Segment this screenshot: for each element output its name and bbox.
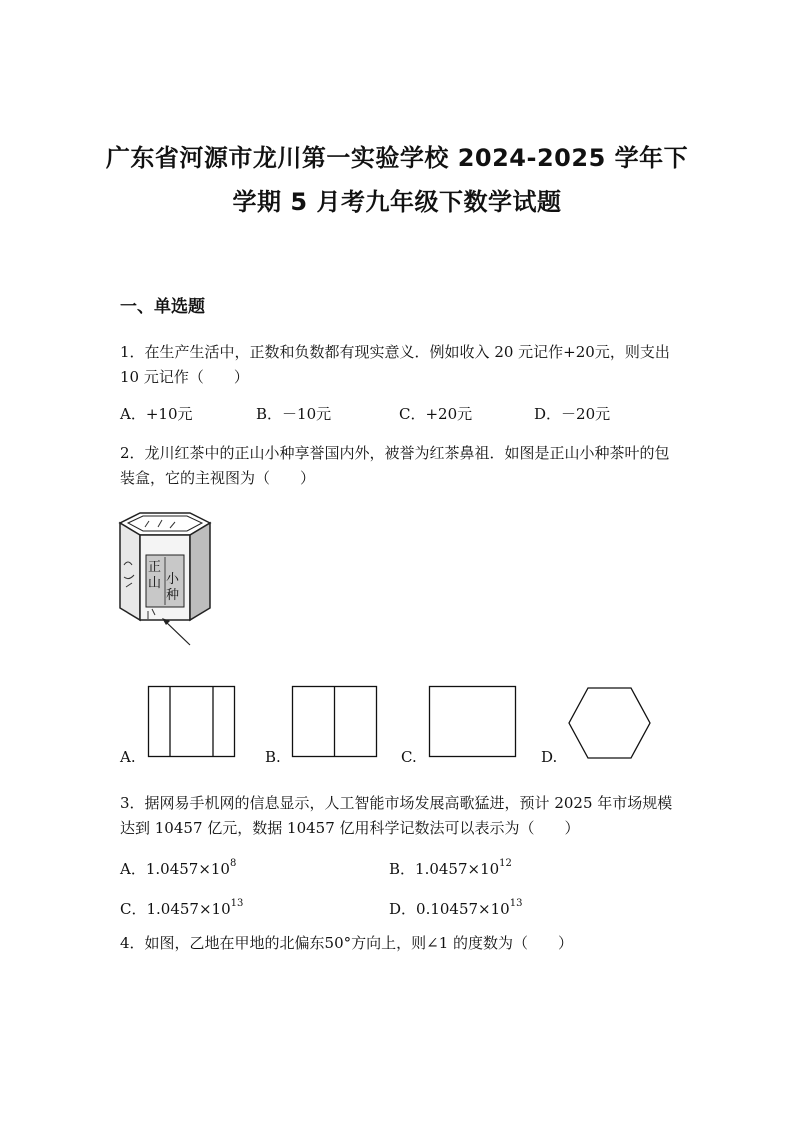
option-d-hexagon-figure bbox=[568, 687, 652, 759]
option-b-figure bbox=[292, 686, 378, 758]
section-heading-single-choice: 一、单选题 bbox=[120, 297, 205, 317]
question-4-text: 4．如图，乙地在甲地的北偏东50°方向上，则∠1 的度数为（ ） bbox=[120, 934, 574, 952]
question-1-option-c: C．+20元 bbox=[399, 405, 473, 423]
question-3-option-d: D．$0.10457\times 10^{13}$ bbox=[389, 898, 523, 918]
question-1-option-b: B．－10元 bbox=[256, 405, 332, 423]
question-2-option-c-label: C. bbox=[401, 748, 417, 766]
question-3-text: 3．据网易手机网的信息显示，人工智能市场发展高歌猛进，预计 2025 年市场规模达到 10457 亿元，数据 10457 亿用科学记数法可以表示为（ ） bbox=[120, 794, 673, 837]
document-title-line-2: 学期 5 月考九年级下数学试题 bbox=[232, 188, 562, 216]
question-2-option-b-label: B. bbox=[265, 748, 281, 766]
tea-box-figure bbox=[110, 505, 220, 650]
option-a-figure bbox=[148, 686, 236, 758]
question-3-option-c: C．$1.0457\times 10^{13}$ bbox=[120, 898, 244, 918]
tea-box-label-left: 正 山 bbox=[148, 560, 162, 591]
document-title-line-1: 广东省河源市龙川第一实验学校 2024-2025 学年下 bbox=[105, 144, 689, 172]
question-1-option-a: A．+10元 bbox=[120, 405, 193, 423]
question-3-option-b: B．$1.0457\times 10^{12}$ bbox=[389, 858, 512, 878]
option-c-figure bbox=[429, 686, 517, 758]
question-2-option-a-label: A. bbox=[120, 748, 136, 766]
question-2-text: 2．龙川红茶中的正山小种享誉国内外，被誉为红茶鼻祖．如图是正山小种茶叶的包装盒，它的主视图为（ ） bbox=[120, 444, 670, 487]
question-1-text: 1．在生产生活中，正数和负数都有现实意义．例如收入 20 元记作+20元，则支出10 元记作（ ） bbox=[120, 343, 670, 386]
question-2-option-d-label: D. bbox=[541, 748, 558, 766]
question-1-option-d: D．－20元 bbox=[534, 405, 611, 423]
question-3-option-a: A．$1.0457\times 10^8$ bbox=[120, 858, 237, 878]
tea-box-label-right: 小 种 bbox=[166, 572, 180, 603]
